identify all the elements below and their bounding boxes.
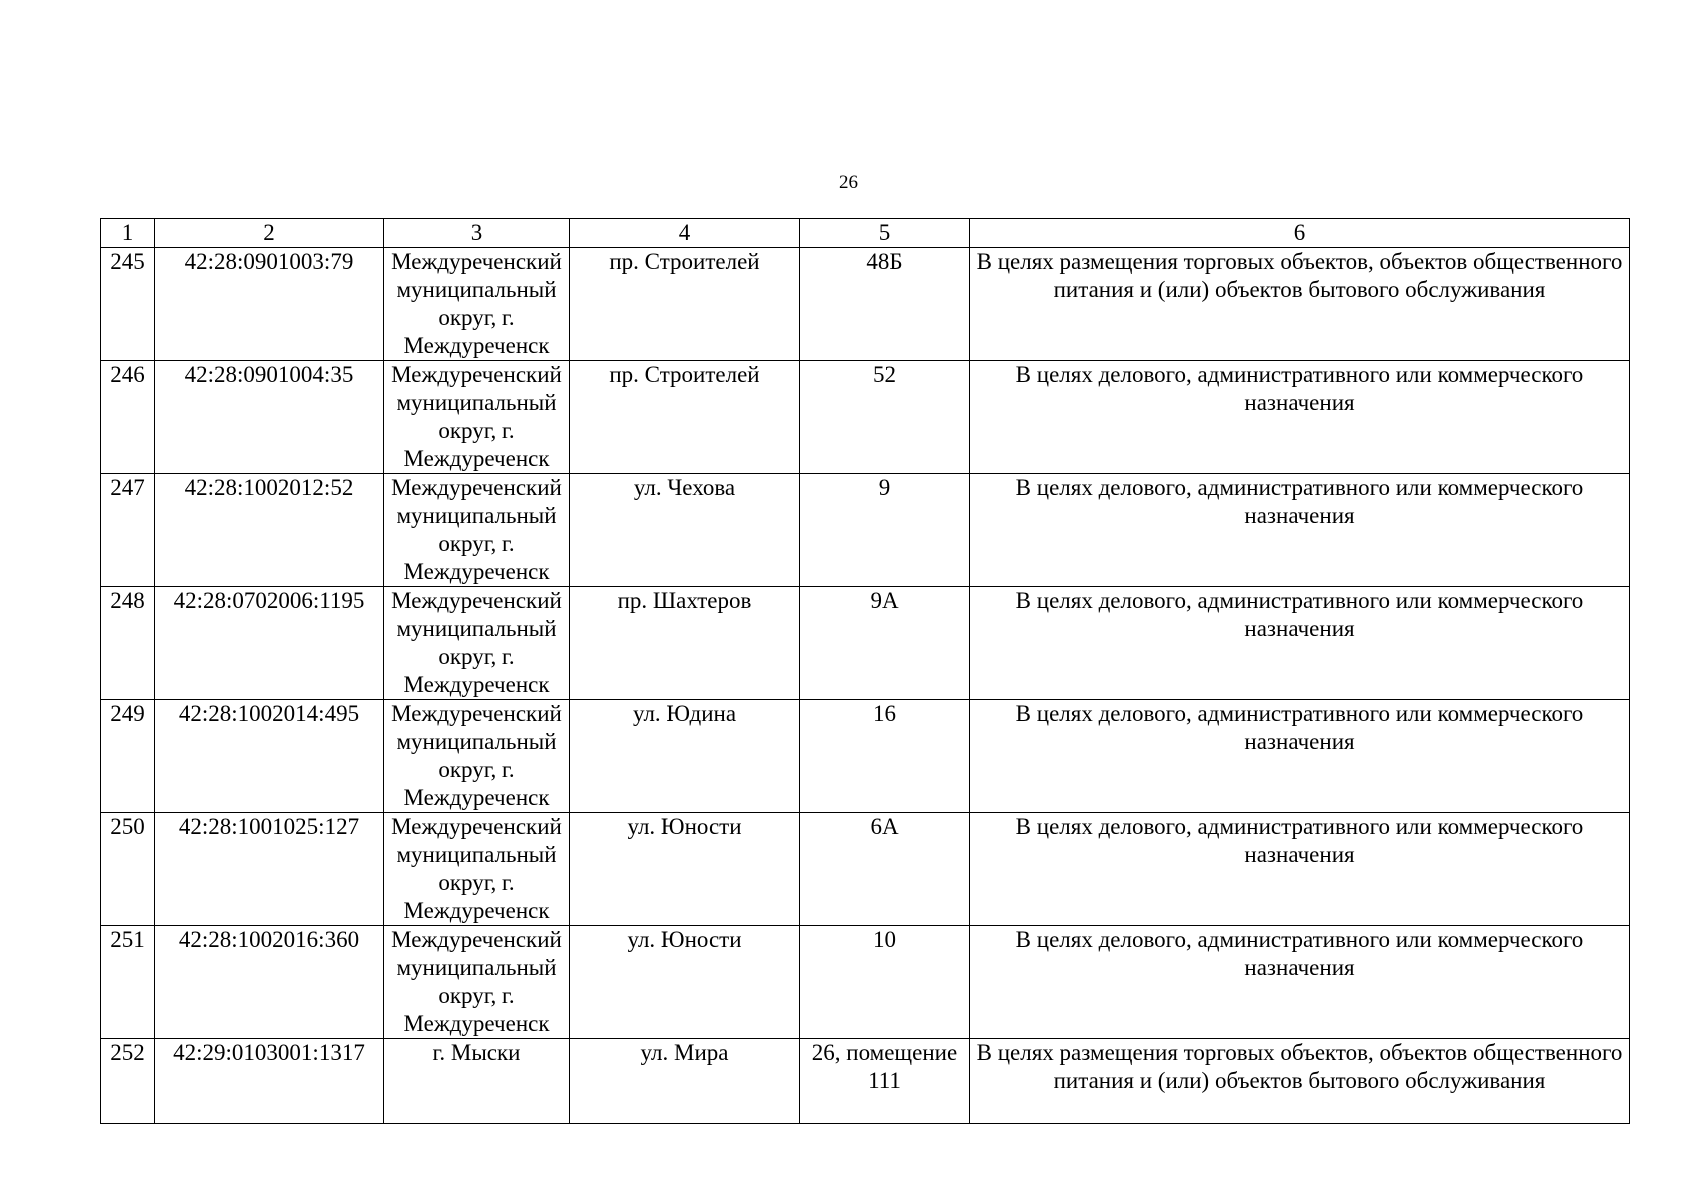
purpose: В целях размещения торговых объектов, объектов общественного питания и (или) объектов бытового обслуживания <box>970 1039 1630 1124</box>
house-number: 9 <box>800 474 970 587</box>
column-header: 1 <box>101 219 155 248</box>
purpose: В целях размещения торговых объектов, объектов общественного питания и (или) объектов бытового обслуживания <box>970 248 1630 361</box>
municipality: Междуреченский муниципальный округ, г. Междуреченск <box>384 926 570 1039</box>
purpose: В целях делового, административного или коммерческого назначения <box>970 813 1630 926</box>
column-header: 3 <box>384 219 570 248</box>
purpose: В целях делового, административного или коммерческого назначения <box>970 587 1630 700</box>
cadastral-number: 42:28:1002012:52 <box>155 474 384 587</box>
street: ул. Мира <box>570 1039 800 1124</box>
purpose: В целях делового, административного или коммерческого назначения <box>970 474 1630 587</box>
municipality: Междуреченский муниципальный округ, г. Междуреченск <box>384 587 570 700</box>
cadastral-number: 42:28:1002016:360 <box>155 926 384 1039</box>
cadastral-number: 42:28:0901004:35 <box>155 361 384 474</box>
table-row <box>101 813 1630 926</box>
purpose: В целях делового, административного или коммерческого назначения <box>970 361 1630 474</box>
street: пр. Шахтеров <box>570 587 800 700</box>
table-row <box>101 248 1630 361</box>
table-row <box>101 361 1630 474</box>
municipality: Междуреченский муниципальный округ, г. Междуреченск <box>384 248 570 361</box>
purpose: В целях делового, административного или коммерческого назначения <box>970 926 1630 1039</box>
street: ул. Чехова <box>570 474 800 587</box>
column-header: 2 <box>155 219 384 248</box>
municipality: Междуреченский муниципальный округ, г. Междуреченск <box>384 361 570 474</box>
row-number: 249 <box>101 700 155 813</box>
house-number: 48Б <box>800 248 970 361</box>
table-row <box>101 700 1630 813</box>
street: пр. Строителей <box>570 361 800 474</box>
column-header: 5 <box>800 219 970 248</box>
municipality: Междуреченский муниципальный округ, г. Междуреченск <box>384 474 570 587</box>
row-number: 247 <box>101 474 155 587</box>
objects-table <box>100 218 1630 1124</box>
house-number: 6А <box>800 813 970 926</box>
row-number: 251 <box>101 926 155 1039</box>
municipality: Междуреченский муниципальный округ, г. Междуреченск <box>384 813 570 926</box>
cadastral-number: 42:29:0103001:1317 <box>155 1039 384 1124</box>
page-number: 26 <box>839 172 858 193</box>
house-number: 52 <box>800 361 970 474</box>
row-number: 248 <box>101 587 155 700</box>
row-number: 246 <box>101 361 155 474</box>
row-number: 250 <box>101 813 155 926</box>
house-number: 10 <box>800 926 970 1039</box>
house-number: 9А <box>800 587 970 700</box>
purpose: В целях делового, административного или коммерческого назначения <box>970 700 1630 813</box>
row-number: 252 <box>101 1039 155 1124</box>
house-number: 16 <box>800 700 970 813</box>
house-number: 26, помещение 111 <box>800 1039 970 1124</box>
table-row <box>101 926 1630 1039</box>
municipality: Междуреченский муниципальный округ, г. Междуреченск <box>384 700 570 813</box>
cadastral-number: 42:28:0901003:79 <box>155 248 384 361</box>
cadastral-number: 42:28:1002014:495 <box>155 700 384 813</box>
column-header: 6 <box>970 219 1630 248</box>
municipality: г. Мыски <box>384 1039 570 1124</box>
table-header-row <box>101 219 1630 248</box>
cadastral-number: 42:28:0702006:1195 <box>155 587 384 700</box>
table-row <box>101 1039 1630 1124</box>
column-header: 4 <box>570 219 800 248</box>
cadastral-number: 42:28:1001025:127 <box>155 813 384 926</box>
row-number: 245 <box>101 248 155 361</box>
street: ул. Юдина <box>570 700 800 813</box>
table-row <box>101 474 1630 587</box>
street: ул. Юности <box>570 813 800 926</box>
table-row <box>101 587 1630 700</box>
street: пр. Строителей <box>570 248 800 361</box>
street: ул. Юности <box>570 926 800 1039</box>
